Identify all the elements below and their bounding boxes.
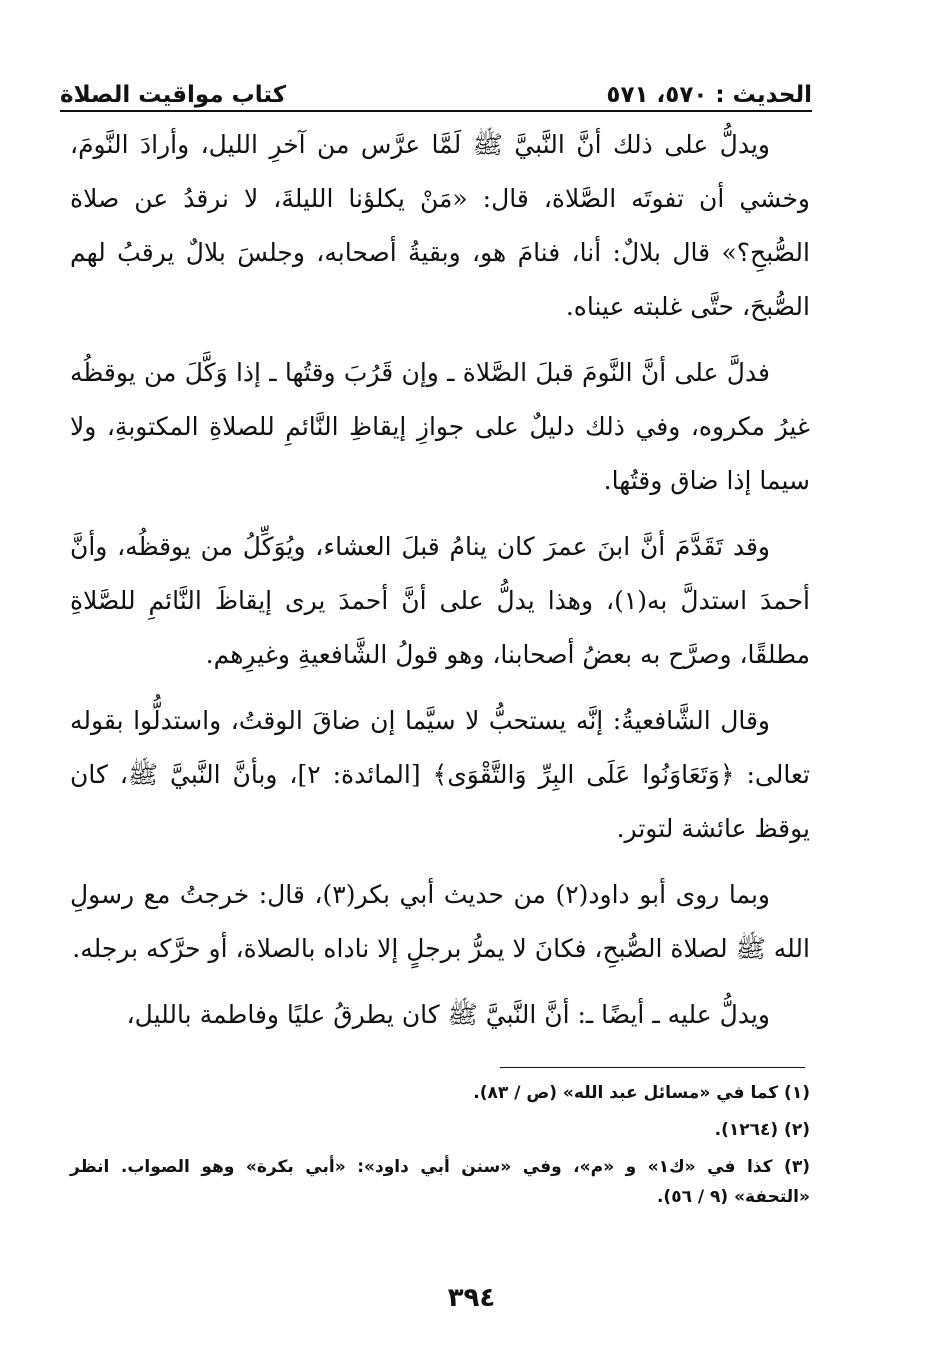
footnote: (٢) (١٢٦٤). <box>714 1120 810 1140</box>
paragraph: وقال الشَّافعيةُ: إنَّه يستحبُّ لا سيَّما إن ضاقَ الوقتُ، واستدلُّوا بقوله تعالى: ﴿وَتَعَاوَنُوا عَلَى البِرِّ وَالتَّقْوَى﴾ [المائدة: ٢]، وبأنَّ النَّبيَّ ﷺ، كان يوقظ عائشة لتوتر. <box>70 706 810 843</box>
footnote-divider <box>500 1067 805 1068</box>
paragraph: وقد تَقَدَّمَ أنَّ ابنَ عمرَ كان ينامُ قبلَ العشاء، ويُوَكِّلُ من يوقظُه، وأنَّ أحمدَ استدلَّ به(١)، وهذا يدلُّ على أنَّ أحمدَ يرى إيقاظَ النَّائمِ للصَّلاةِ مطلقًا، وصرَّح به بعضُ أصحابنا، وهو قولُ الشَّافعيةِ وغيرِهم. <box>70 532 810 669</box>
page-number: ٣٩٤ <box>447 1283 496 1313</box>
paragraph: وبما روى أبو داود(٢) من حديث أبي بكر(٣)، قال: خرجتُ مع رسولِ الله ﷺ لصلاة الصُّبحِ، فكانَ لا يمرُّ برجلٍ إلا ناداه بالصلاة، أو حرَّكه برجله. <box>70 880 810 963</box>
header-divider <box>60 110 812 112</box>
footnotes <box>70 1078 810 1219</box>
main-text <box>70 118 810 1054</box>
paragraph: فدلَّ على أنَّ النَّومَ قبلَ الصَّلاة ـ وإن قَرُبَ وقتُها ـ إذا وَكَّلَ من يوقظُه غيرُ مكروه، وفي ذلك دليلٌ على جوازِ إيقاظِ النَّائمِ للصلاةِ المكتوبةِ، ولا سيما إذا ضاق وقتُها. <box>70 358 810 495</box>
book-title: كتاب مواقيت الصلاة <box>60 82 287 108</box>
hadith-reference: الحديث : ٥٧٠، ٥٧١ <box>606 82 812 108</box>
paragraph: ويدلُّ على ذلك أنَّ النَّبيَّ ﷺ لَمَّا عرَّس من آخرِ الليل، وأرادَ النَّومَ، وخشي أن تفوتَه الصَّلاة، قال: «مَنْ يكلؤنا الليلةَ، لا نرقدُ عن صلاة الصُّبحِ؟» قال بلالٌ: أنا، فنامَ هو، وبقيةُ أصحابه، وجلسَ بلالٌ يرقبُ لهم الصُّبحَ، حتَّى غلبته عيناه. <box>70 130 810 321</box>
running-header <box>60 68 812 108</box>
footnote: (٣) كذا في «ك١» و «م»، وفي «سنن أبي داود»: «أبي بكرة» وهو الصواب. انظر «التحفة» (٩ / ٥٦). <box>70 1157 811 1207</box>
footnote: (١) كما في «مسائل عبد الله» (ص / ٨٣). <box>473 1083 810 1103</box>
paragraph: ويدلُّ عليه ـ أيضًا ـ: أنَّ النَّبيَّ ﷺ كان يطرقُ عليًا وفاطمة بالليل، <box>126 1000 770 1029</box>
